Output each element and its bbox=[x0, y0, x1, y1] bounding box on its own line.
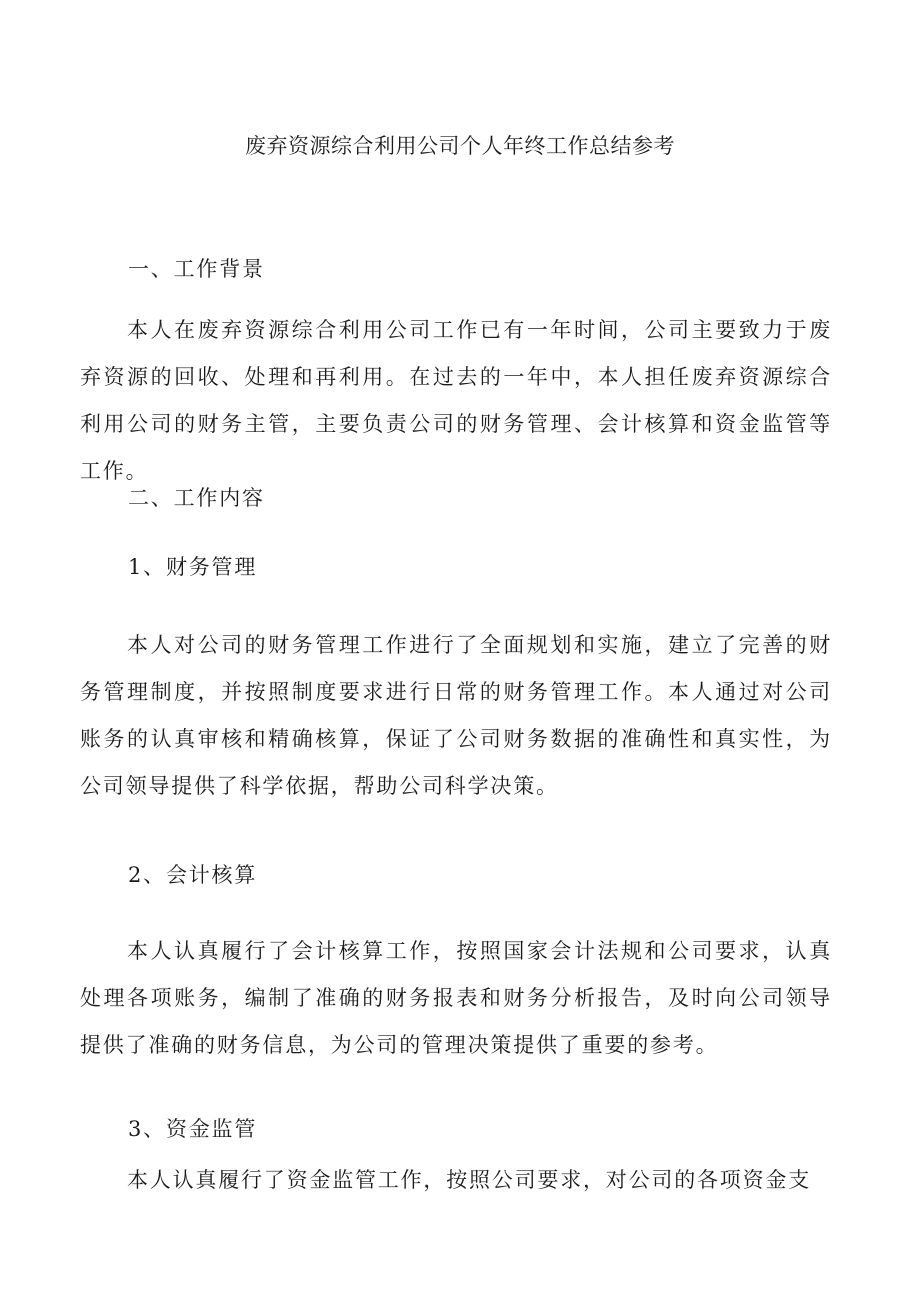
document-title: 废弃资源综合利用公司个人年终工作总结参考 bbox=[245, 134, 675, 158]
section-heading-background: 一、工作背景 bbox=[128, 257, 265, 281]
subsection-heading-fund-supervision: 3、资金监管 bbox=[128, 1117, 258, 1141]
section-heading-content: 二、工作内容 bbox=[128, 486, 265, 510]
paragraph-text: 本人在废弃资源综合利用公司工作已有一年时间，公司主要致力于废弃资源的回收、处理和再利用。在过去的一年中，本人担任废弃资源综合利用公司的财务主管，主要负责公司的财务管理、会计核算和资金监管等工作。 bbox=[80, 318, 832, 483]
paragraph-text: 本人认真履行了会计核算工作，按照国家会计法规和公司要求，认真处理各项账务，编制了准确的财务报表和财务分析报告，及时向公司领导提供了准确的财务信息，为公司的管理决策提供了重要的参考。 bbox=[80, 939, 832, 1057]
paragraph-fund-supervision bbox=[80, 1157, 832, 1204]
paragraph-background bbox=[80, 307, 832, 495]
paragraph-text: 本人对公司的财务管理工作进行了全面规划和实施，建立了完善的财务管理制度，并按照制度要求进行日常的财务管理工作。本人通过对公司账务的认真审核和精确核算，保证了公司财务数据的准确性和真实性，为公司领导提供了科学依据，帮助公司科学决策。 bbox=[80, 633, 832, 798]
paragraph-finance bbox=[80, 622, 832, 810]
paragraph-accounting bbox=[80, 928, 832, 1069]
paragraph-text: 本人认真履行了资金监管工作，按照公司要求，对公司的各项资金支 bbox=[127, 1168, 811, 1192]
subsection-heading-finance: 1、财务管理 bbox=[128, 555, 258, 579]
subsection-heading-accounting: 2、会计核算 bbox=[128, 863, 258, 887]
